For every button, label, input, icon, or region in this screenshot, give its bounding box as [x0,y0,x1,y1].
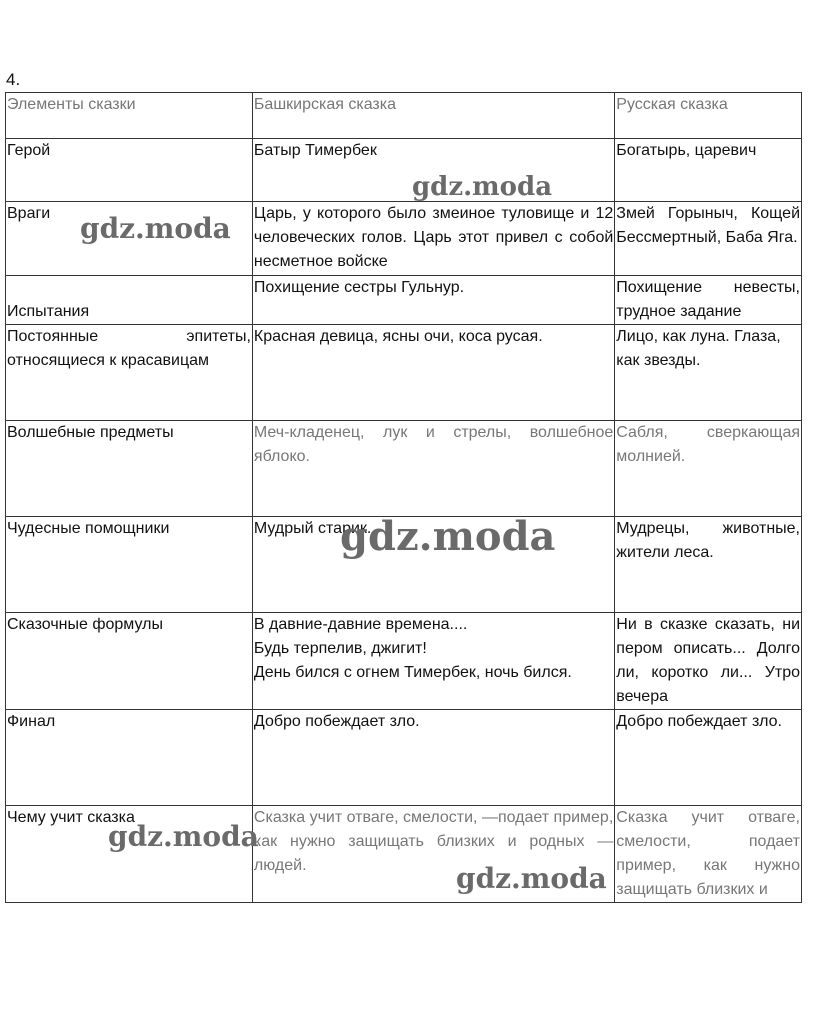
formula-line: День бился с огнем Тимербек, ночь бился. [253,664,572,681]
table-row [6,139,802,202]
row-bashkir: Меч-кладенец, лук и стрелы, волшебное яблоко. [252,421,614,517]
row-bashkir: Добро побеждает зло. [252,710,614,806]
row-russian: Мудрецы, животные, жители леса. [615,517,802,613]
row-russian: Сказка учит отваге, смелости, подает пример, как нужно защищать близких и [615,806,802,903]
row-russian: Богатырь, царевич [615,139,802,202]
row-bashkir: Похищение сестры Гульнур. [252,276,614,325]
header-elements: Элементы сказки [6,93,253,139]
table-row [6,421,802,517]
table-row [6,276,802,325]
watermark: gdz.moda [456,862,607,895]
row-element: Волшебные предметы [6,421,253,517]
row-russian: Похищение невесты, трудное задание [615,276,802,325]
formula-line: Будь терпелив, джигит! [253,640,427,657]
row-element: Постоянные эпитеты, относящиеся к красавицам [6,325,253,421]
row-russian: Лицо, как луна. Глаза, как звезды. [615,325,802,421]
row-element: Герой [6,139,253,202]
table-row [6,517,802,613]
watermark: gdz.moda [80,212,231,245]
row-bashkir: Царь, у которого было змеиное туловище и 12 человеческих голов. Царь этот привел с собой несметное войске [252,202,614,276]
header-bashkir: Башкирская сказка [252,93,614,139]
row-bashkir: Сказка учит отваге, смелости, —подает пример, как нужно защищать близких и родных —людей. [252,806,614,903]
row-element: Чему учит сказка [6,806,253,903]
watermark: gdz.moda [340,513,556,560]
row-element: Испытания [6,276,253,325]
table-row [6,325,802,421]
watermark: gdz.moda [108,820,259,853]
table-row [6,806,802,903]
formula-line: В давние-давние времена.... [253,616,468,633]
row-russian: Ни в сказке сказать, ни пером описать... Долго ли, коротко ли... Утро вечера [615,613,802,710]
row-russian: Добро побеждает зло. [615,710,802,806]
row-element: Финал [6,710,253,806]
row-russian: Сабля, сверкающая молнией. [615,421,802,517]
table-row [6,613,802,710]
row-bashkir-formulas [252,613,614,710]
row-bashkir: Батыр Тимербек [252,139,614,202]
row-element: Враги [6,202,253,276]
task-number: 4. [6,70,21,89]
header-russian: Русская сказка [615,93,802,139]
table-row [6,710,802,806]
row-bashkir: Красная девица, ясны очи, коса русая. [252,325,614,421]
row-element: Сказочные формулы [6,613,253,710]
row-element: Чудесные помощники [6,517,253,613]
table-row [6,202,802,276]
watermark: gdz.moda [412,172,553,202]
table-header-row [6,93,802,139]
row-bashkir: Мудрый старик. [252,517,614,613]
row-russian: Змей Горыныч, Кощей Бессмертный, Баба Яга. [615,202,802,276]
fairy-tale-comparison-table [5,92,802,903]
